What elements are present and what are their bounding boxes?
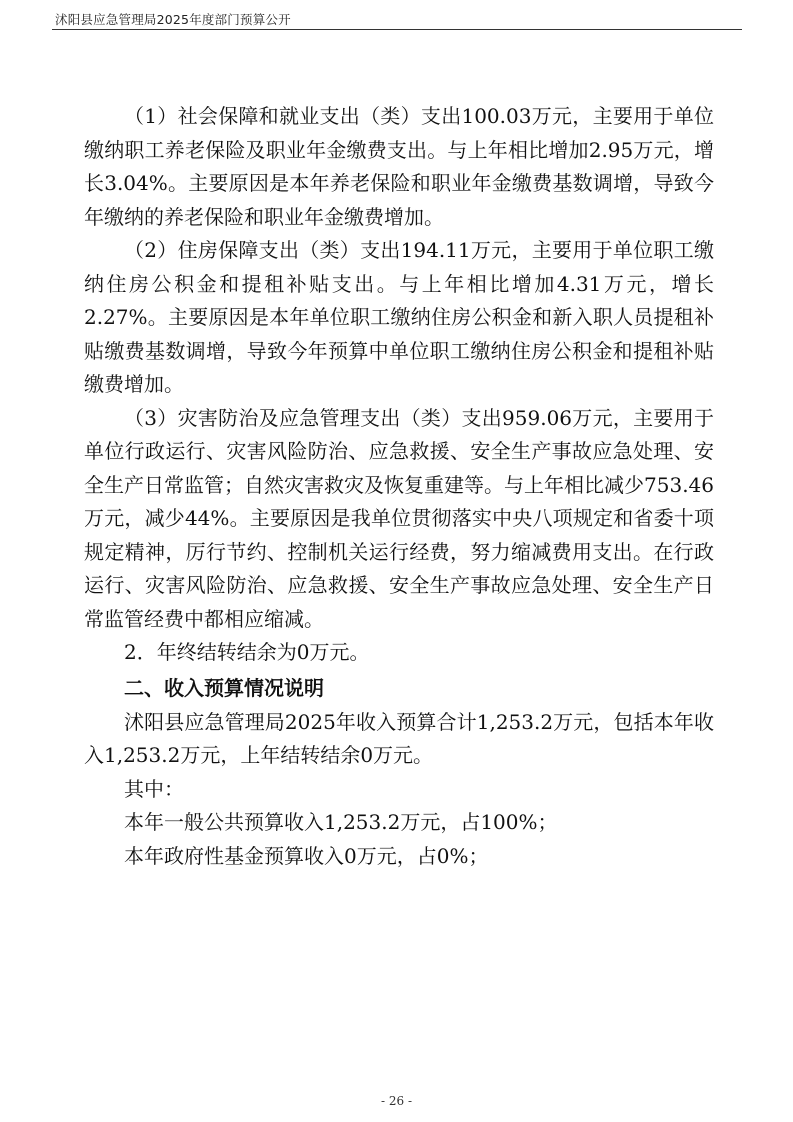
paragraph-income-total: 沭阳县应急管理局2025年收入预算合计1,253.2万元，包括本年收入1,253.2万元，上年结转结余0万元。 xyxy=(84,709,714,767)
document-body xyxy=(84,100,714,873)
paragraph-general-budget: 本年一般公共预算收入1,253.2万元，占100%； xyxy=(124,810,558,834)
paragraph-among: 其中： xyxy=(124,776,184,801)
paragraph-housing: （2）住房保障支出（类）支出194.11万元，主要用于单位职工缴纳住房公积金和提租补贴支出。与上年相比增加4.31万元，增长2.27%。主要原因是本年单位职工缴纳住房公积金和新入职人员提租补贴缴费基数调增，导致今年预算中单位职工缴纳住房公积金和提租补贴缴费增加。 xyxy=(84,238,714,396)
paragraph-social-security: （1）社会保障和就业支出（类）支出100.03万元，主要用于单位缴纳职工养老保险及职业年金缴费支出。与上年相比增加2.95万元，增长3.04%。主要原因是本年养老保险和职业年金缴费基数调增，导致今年缴纳的养老保险和职业年金缴费增加。 xyxy=(84,104,714,229)
section-heading-income: 二、收入预算情况说明 xyxy=(124,675,324,700)
paragraph-disaster-prevention: （3）灾害防治及应急管理支出（类）支出959.06万元，主要用于单位行政运行、灾害风险防治、应急救援、安全生产事故应急处理、安全生产日常监管；自然灾害救灾及恢复重建等。与上年相比减少753.46万元，减少44%。主要原因是我单位贯彻落实中央八项规定和省委十项规定精神，厉行节约、控制机关运行经费，努力缩减费用支出。在行政运行、灾害风险防治、应急救援、安全生产事故应急处理、安全生产日常监管经费中都相应缩减。 xyxy=(84,405,714,631)
header-divider xyxy=(52,29,742,30)
paragraph-fund-budget: 本年政府性基金预算收入0万元，占0%； xyxy=(124,843,489,868)
paragraph-carryover: 2．年终结转结余为0万元。 xyxy=(124,640,370,664)
page-number: - 26 - xyxy=(380,1094,412,1108)
page-header-title: 沭阳县应急管理局2025年度部门预算公开 xyxy=(55,12,291,27)
